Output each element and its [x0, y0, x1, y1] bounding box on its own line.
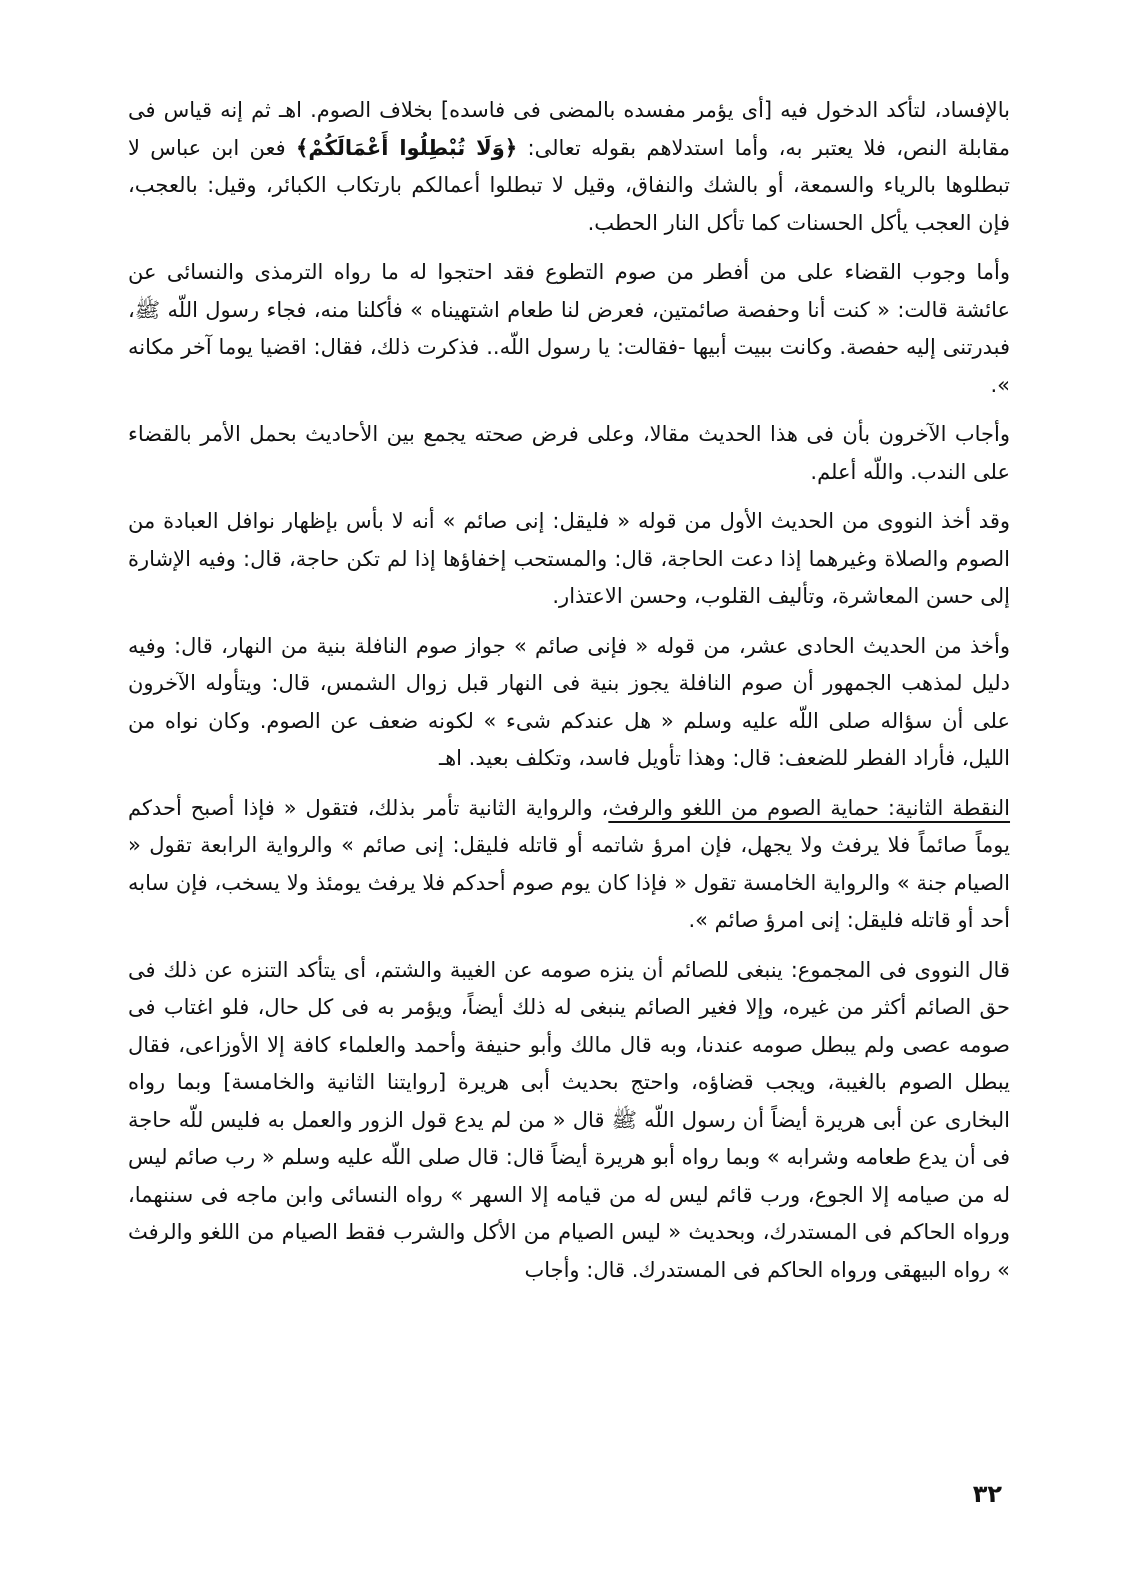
page-number: ٣٢: [972, 1480, 1002, 1508]
paragraph-4: وقد أخذ النووى من الحديث الأول من قوله « فليقل: إنى صائم » أنه لا بأس بإظهار نوافل العبادة من الصوم والصلاة وغيرهما إذا دعت الحاجة، قال: والمستحب إخفاؤها إذا لم تكن حاجة، قال: وفيه الإشارة إلى حسن المعاشرة، وتأليف القلوب، وحسن الاعتذار.: [128, 509, 1010, 608]
paragraph-6: [128, 790, 1010, 940]
paragraph-5: وأخذ من الحديث الحادى عشر، من قوله « فإنى صائم » جواز صوم النافلة بنية من النهار، قال: وفيه دليل لمذهب الجمهور أن صوم النافلة يجوز بنية فى النهار قبل زوال الشمس، قال: ويتأوله الآخرون على أن سؤاله صلى اللّه عليه وسلم « هل عندكم شىء » لكونه ضعف عن الصوم. وكان نواه من الليل، فأراد الفطر للضعف: قال: وهذا تأويل فاسد، وتكلف بعيد. اهـ: [128, 633, 1010, 770]
paragraph-6-text: ، والرواية الثانية تأمر بذلك، فتقول « فإذا أصبح أحدكم يوماً صائماً فلا يرفث ولا يجهل، فإن امرؤ شاتمه أو قاتله فليقل: إنى صائم » والرواية الرابعة تقول « الصيام جنة » والرواية الخامسة تقول « فإذا كان يوم صوم أحدكم فلا يرفث يومئذ ولا يسخب، فإن سابه أحد أو قاتله فليقل: إنى امرؤ صائم ».: [128, 795, 1010, 932]
section-heading-underlined: النقطة الثانية: حماية الصوم من اللغو والرفث: [608, 795, 1011, 820]
paragraph-1: [128, 92, 1010, 242]
paragraph-1-text-a: بالإفساد، لتأكد الدخول فيه [أى يؤمر مفسده بالمضى فى فاسده] بخلاف الصوم. اهـ ثم إنه قياس فى مقابلة النص، فلا يعتبر به، وأما استدلاهم بقوله تعالى:: [128, 98, 1010, 160]
paragraph-7: قال النووى فى المجموع: ينبغى للصائم أن ينزه صومه عن الغيبة والشتم، أى يتأكد التنزه عن ذلك فى حق الصائم أكثر من غيره، وإلا فغير الصائم ينبغى له ذلك أيضاً، ويؤمر به فى كل حال، فلو اغتاب فى صومه عصى ولم يبطل صومه عندنا، وبه قال مالك وأبو حنيفة وأحمد والعلماء كافة إلا الأوزاعى، فقال يبطل الصوم بالغيبة، ويجب قضاؤه، واحتج بحديث أبى هريرة [روايتنا الثانية والخامسة] وبما رواه البخارى عن أبى هريرة أيضاً أن رسول اللّه ﷺ قال « من لم يدع قول الزور والعمل به فليس للّه حاجة فى أن يدع طعامه وشرابه » وبما رواه أبو هريرة أيضاً قال: قال صلى اللّه عليه وسلم « رب صائم ليس له من صيامه إلا الجوع، ورب قائم ليس له من قيامه إلا السهر » رواه النسائى وابن ماجه فى سننهما، ورواه الحاكم فى المستدرك، وبحديث « ليس الصيام من الأكل والشرب فقط الصيام من اللغو والرفث » رواه البيهقى ورواه الحاكم فى المستدرك. قال: وأجاب: [128, 957, 1010, 1282]
quran-verse: ﴿وَلَا تُبْطِلُوا أَعْمَالَكُمْ﴾: [296, 135, 518, 160]
paragraph-1-text-b: فعن ابن عباس لا تبطلوها بالرياء والسمعة، أو بالشك والنفاق، وقيل لا تبطلوا أعمالكم بارتكاب الكبائر، وقيل: بالعجب، فإن العجب يأكل الحسنات كما تأكل النار الحطب.: [128, 135, 1010, 235]
paragraph-3: وأجاب الآخرون بأن فى هذا الحديث مقالا، وعلى فرض صحته يجمع بين الأحاديث بحمل الأمر بالقضاء على الندب. واللّه أعلم.: [128, 422, 1010, 484]
paragraph-2: وأما وجوب القضاء على من أفطر من صوم التطوع فقد احتجوا له ما رواه الترمذى والنسائى عن عائشة قالت: « كنت أنا وحفصة صائمتين، فعرض لنا طعام اشتهيناه » فأكلنا منه، فجاء رسول اللّه ﷺ، فبدرتنى إليه حفصة. وكانت ببيت أبيها -فقالت: يا رسول اللّه.. فذكرت ذلك، فقال: اقضيا يوما آخر مكانه ».: [128, 260, 1010, 397]
body-text: [128, 92, 1010, 1301]
